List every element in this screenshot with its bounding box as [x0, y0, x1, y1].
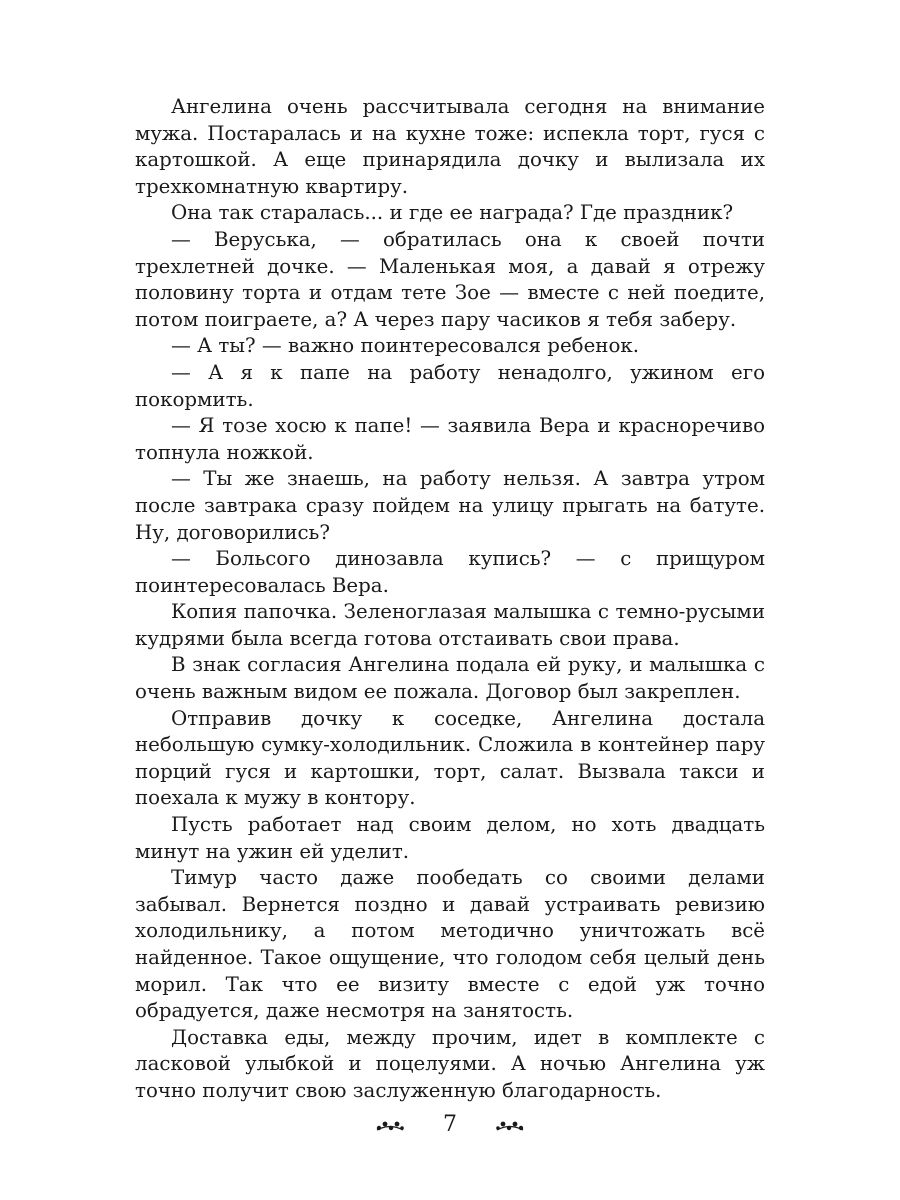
floral-ornament-icon — [375, 1118, 405, 1132]
paragraph: В знак согласия Ангелина подала ей руку, и малышка с очень важным видом ее пожала. Договор был закреплен. — [135, 653, 765, 704]
paragraph: Ангелина очень рассчитывала сегодня на внимание мужа. Постаралась и на кухне тоже: испекла торт, гуся с картошкой. А еще принарядила дочку и вылизала их трехкомнатную квартиру. — [135, 95, 765, 198]
paragraph: Копия папочка. Зеленоглазая малышка с темно-русыми кудрями была всегда готова отстаивать свои права. — [135, 600, 765, 650]
paragraph: Отправив дочку к соседке, Ангелина достала небольшую сумку-холодильник. Сложила в контейнер пару порций гуся и картошки, торт, салат. Вызвала такси и поехала к мужу в контору. — [135, 706, 765, 810]
body-text — [135, 94, 765, 1105]
paragraph: — А ты? — важно поинтересовался ребенок. — [171, 334, 640, 358]
paragraph: Она так старалась... и где ее награда? Где праздник? — [171, 201, 734, 225]
page-footer — [0, 1108, 900, 1142]
paragraph: — А я к папе на работу ненадолго, ужином его покормить. — [135, 360, 765, 411]
paragraph: — Я тозе хосю к папе! — заявила Вера и красноречиво топнула ножкой. — [135, 414, 765, 464]
paragraph: Тимур часто даже пообедать со своими делами забывал. Вернется поздно и давай устраивать ревизию холодильнику, а потом методично уничтожать всё найденное. Такое ощущение, что голодом себя целый день морил. Так что ее визиту вместе с едой уж точно обрадуется, даже несмотря на занятость. — [135, 866, 765, 1023]
paragraph: Доставка еды, между прочим, идет в комплекте с ласковой улыбкой и поцелуями. А ночью Ангелина уж точно получит свою заслуженную благодарность. — [135, 1025, 765, 1102]
paragraph: — Больсого динозавла купись? — с прищуром поинтересовалась Вера. — [135, 547, 765, 597]
paragraph: Пусть работает над своим делом, но хоть двадцать минут на ужин ей уделит. — [135, 813, 765, 863]
paragraph: — Ты же знаешь, на работу нельзя. А завтра утром после завтрака сразу пойдем на улицу прыгать на батуте. Ну, договорились? — [135, 467, 765, 544]
page-number: 7 — [443, 1112, 457, 1137]
floral-ornament-icon — [495, 1118, 525, 1132]
paragraph: — Веруська, — обратилась она к своей почти трехлетней дочке. — Маленькая моя, а давай я отрежу половину торта и отдам тете Зое — вместе с ней поедите, потом поиграете, а? А через пару часиков я тебя заберу. — [135, 227, 765, 331]
